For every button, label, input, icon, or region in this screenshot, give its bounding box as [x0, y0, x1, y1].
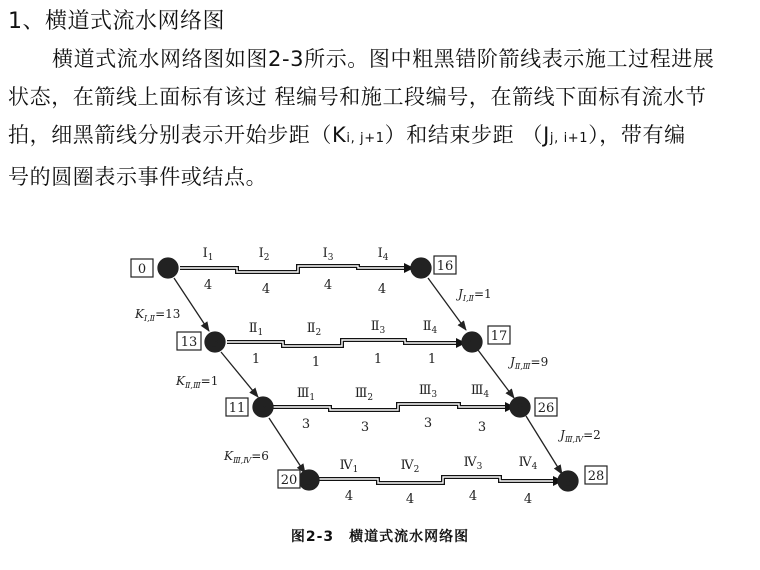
node-1: 1: [163, 262, 173, 277]
label-IV4: $Ⅳ_4$: [518, 455, 538, 472]
process-arrow-row-4: [319, 477, 554, 483]
time-box-17: 17: [490, 329, 508, 344]
node-5b: 5: [304, 474, 314, 489]
label-I3: $Ⅰ_3$: [322, 246, 334, 263]
node-2: 2: [416, 262, 426, 277]
label-IV1: $Ⅳ_1$: [339, 458, 359, 475]
dur-IV1: 4: [344, 489, 354, 504]
node-8: 8: [563, 475, 573, 490]
label-III4: $Ⅲ_4$: [470, 383, 490, 400]
dur-III1: 3: [301, 417, 311, 432]
dur-III2: 3: [360, 420, 370, 435]
label-I4: $Ⅰ_4$: [377, 246, 389, 263]
dur-IV2: 4: [405, 492, 415, 507]
label-IV3: $Ⅳ_3$: [463, 455, 483, 472]
dur-III3: 3: [423, 416, 433, 431]
dur-I4: 4: [377, 282, 387, 297]
j-subscript: j, i+1: [549, 131, 589, 146]
time-box-13: 13: [180, 335, 198, 350]
dur-II1: 1: [251, 352, 261, 367]
label-III3: $Ⅲ_3$: [418, 383, 438, 400]
process-arrow-row-1: [180, 266, 405, 272]
time-box-16: 16: [436, 259, 454, 274]
dur-I2: 4: [261, 282, 271, 297]
paragraph-line-1: 横道式流水网络图如图2-3所示。图中粗黑错阶箭线表示施工过程进展: [52, 47, 715, 71]
dur-II3: 1: [373, 352, 383, 367]
k-subscript: i, j+1: [346, 131, 385, 146]
label-I1: $Ⅰ_1$: [202, 246, 214, 263]
label-III1: $Ⅲ_1$: [296, 386, 316, 403]
time-box-11: 11: [228, 401, 246, 416]
label-II3: $Ⅱ_3$: [370, 319, 386, 336]
dur-IV4: 4: [523, 492, 533, 507]
dur-III4: 3: [477, 420, 487, 435]
node-3: 3: [210, 336, 220, 351]
dur-IV3: 4: [468, 489, 478, 504]
label-III2: $Ⅲ_2$: [354, 386, 374, 403]
section-heading: 1、横道式流水网络图: [8, 9, 225, 34]
step-label-j3: $J_{Ⅲ,Ⅳ}=2$: [560, 428, 601, 444]
dur-I3: 4: [323, 278, 333, 293]
dur-II2: 1: [311, 355, 321, 370]
step-label-k3: $K_{Ⅲ,Ⅳ}=6$: [224, 449, 269, 465]
node-4: 4: [467, 336, 477, 351]
line3-part-a: 拍，细黑箭线分别表示开始步距（K: [8, 123, 347, 147]
time-box-20: 20: [280, 473, 298, 488]
figure-caption: 图2-3 横道式流水网络图: [290, 529, 470, 545]
node-5: 5: [258, 401, 268, 416]
step-arrow-j1: [428, 278, 466, 330]
step-label-j1: $J_{Ⅰ,Ⅱ}=1$: [458, 287, 492, 303]
paragraph-line-4: 号的圆圈表示事件或结点。: [8, 165, 268, 189]
label-II2: $Ⅱ_2$: [306, 321, 322, 338]
line3-part-b: ）和结束步距 （J: [384, 123, 550, 147]
line3-part-c: ），带有编: [588, 123, 686, 147]
step-label-k2: $K_{Ⅱ,Ⅲ}=1$: [176, 374, 219, 390]
label-II1: $Ⅱ_1$: [248, 321, 264, 338]
dur-II4: 1: [427, 352, 437, 367]
step-label-j2: $J_{Ⅱ,Ⅲ}=9$: [510, 355, 549, 371]
step-arrow-k3: [269, 418, 305, 473]
label-IV2: $Ⅳ_2$: [400, 458, 420, 475]
time-box-26: 26: [537, 401, 555, 416]
label-II4: $Ⅱ_4$: [422, 319, 438, 336]
node-6: 6: [515, 401, 525, 416]
time-box-0: 0: [137, 262, 147, 277]
dur-I1: 4: [203, 278, 213, 293]
label-I2: $Ⅰ_2$: [258, 246, 270, 263]
step-label-k1: $K_{Ⅰ,Ⅱ}=13$: [135, 307, 181, 323]
time-box-28: 28: [587, 469, 605, 484]
paragraph-line-2: 状态，在箭线上面标有该过 程编号和施工段编号，在箭线下面标有流水节: [8, 85, 707, 109]
